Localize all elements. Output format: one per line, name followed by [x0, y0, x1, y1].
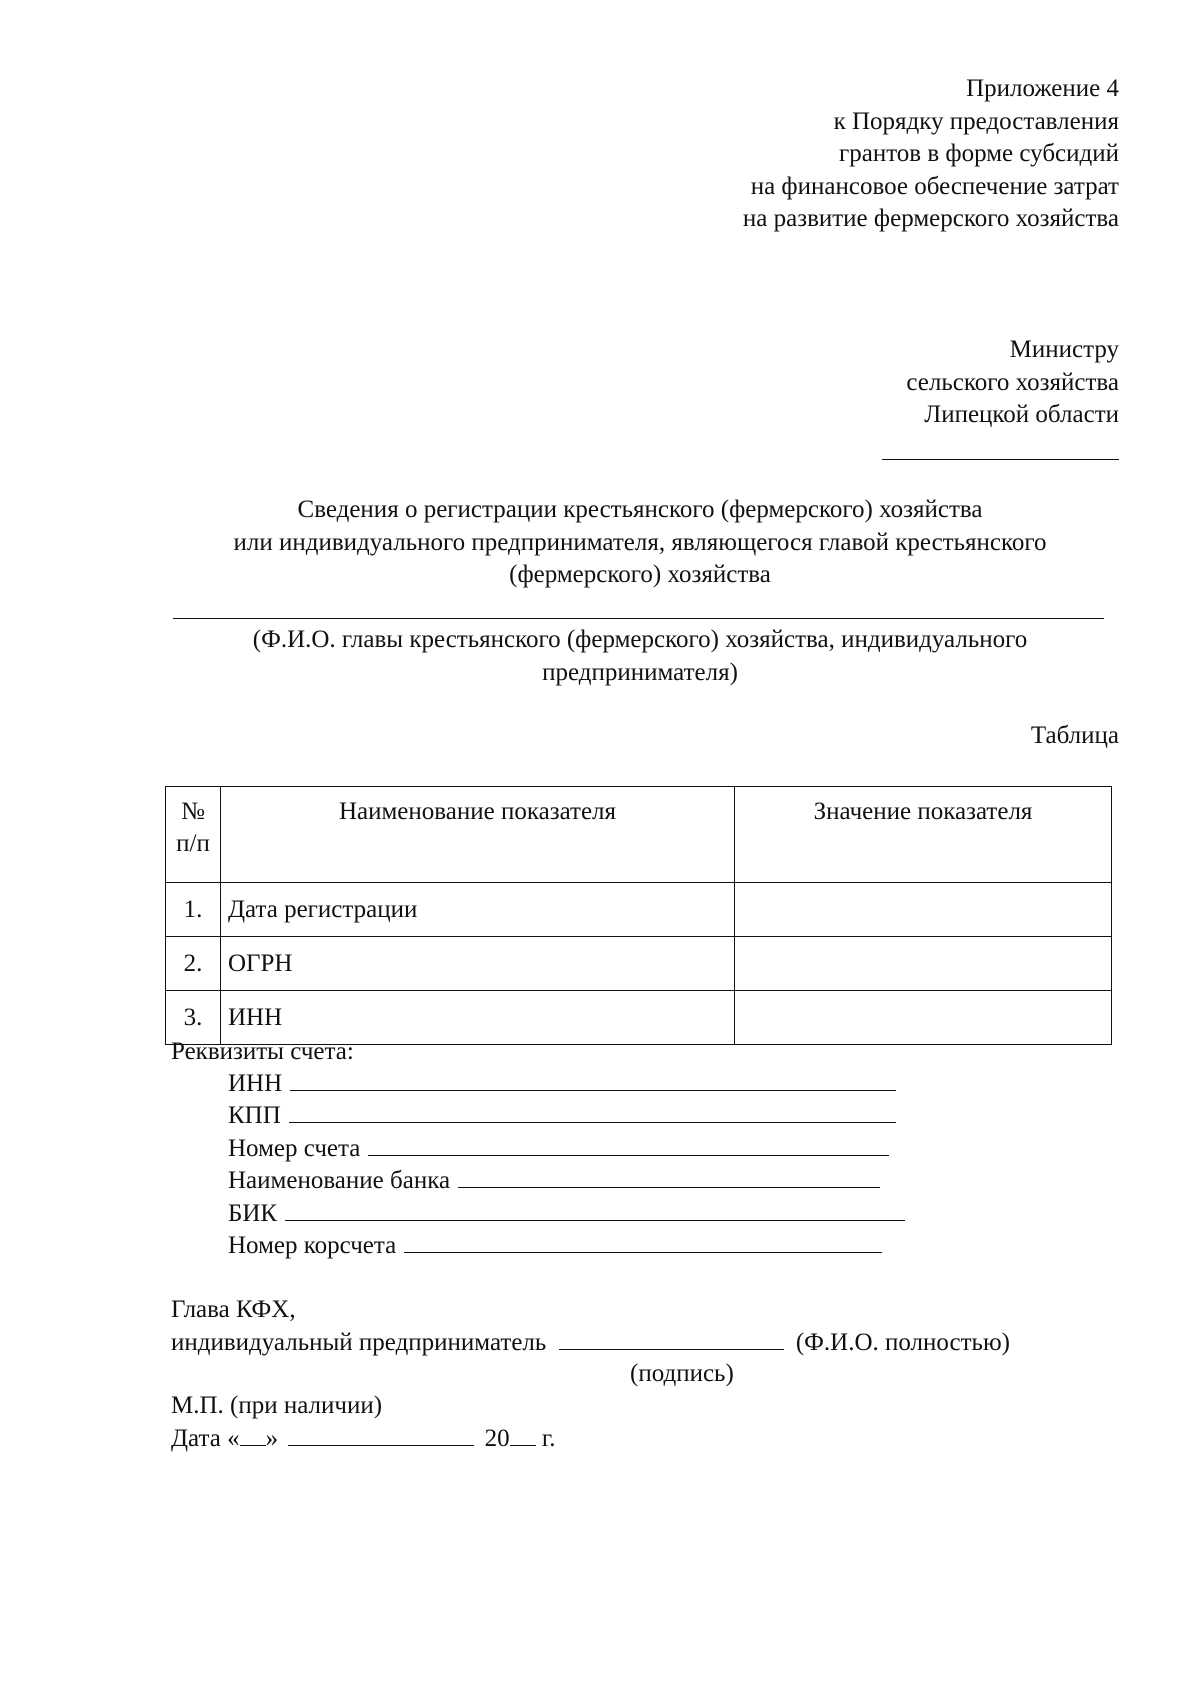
header-number-line: п/п: [176, 830, 210, 857]
fio-field[interactable]: [173, 618, 1104, 619]
date-day-field[interactable]: [240, 1423, 266, 1446]
addressee-name-field[interactable]: [882, 459, 1119, 460]
table-row: [166, 937, 1112, 991]
date-row: [171, 1423, 556, 1456]
requisite-label: Номер счета: [228, 1135, 361, 1162]
date-year-field[interactable]: [510, 1423, 536, 1446]
requisites-title: Реквизиты счета:: [171, 1038, 354, 1065]
requisite-corr-account-field[interactable]: [404, 1230, 882, 1253]
date-month-field[interactable]: [288, 1423, 474, 1446]
header-indicator-value: Значение показателя: [735, 787, 1112, 883]
header-number-line: №: [181, 798, 205, 825]
row-indicator-name: Дата регистрации: [221, 883, 735, 937]
requisite-label: ИНН: [228, 1070, 283, 1097]
fio-caption-line: предпринимателя): [542, 658, 738, 686]
requisite-bik-field[interactable]: [285, 1198, 905, 1221]
date-year-suffix: г.: [541, 1425, 556, 1452]
signature-block: [171, 1294, 1010, 1359]
header-number: [166, 787, 221, 883]
header-indicator-name: Наименование показателя: [221, 787, 735, 883]
annex-line: на финансовое обеспечение затрат: [750, 172, 1119, 200]
title-line: (фермерского) хозяйства: [509, 561, 771, 588]
fio-caption: [170, 624, 1110, 689]
signature-title: Глава КФХ,: [171, 1296, 296, 1323]
signature-fio-label: (Ф.И.О. полностью): [795, 1328, 1010, 1356]
requisite-bik: [228, 1198, 905, 1230]
date-label: Дата «: [171, 1425, 240, 1452]
requisite-bank: [228, 1165, 880, 1197]
requisite-kpp: [228, 1100, 896, 1132]
row-indicator-value[interactable]: [735, 937, 1112, 991]
row-indicator-value[interactable]: [735, 883, 1112, 937]
annex-line: на развитие фермерского хозяйства: [742, 205, 1119, 232]
addressee-block: [619, 334, 1119, 432]
signature-field[interactable]: [559, 1327, 784, 1350]
signature-row: [171, 1327, 1010, 1360]
annex-header: [419, 73, 1119, 236]
title-line: Сведения о регистрации крестьянского (фермерского) хозяйства: [297, 496, 983, 523]
requisite-bank-field[interactable]: [458, 1165, 880, 1188]
addressee-line: сельского хозяйства: [906, 368, 1119, 396]
requisite-label: Наименование банка: [228, 1167, 451, 1194]
requisite-inn: [228, 1068, 896, 1100]
table-header-row: [166, 787, 1112, 883]
signature-caption: (подпись): [630, 1360, 734, 1387]
addressee-line: Липецкой области: [924, 401, 1119, 428]
requisite-kpp-field[interactable]: [289, 1100, 896, 1123]
row-indicator-name: ИНН: [221, 991, 735, 1045]
stamp-note: М.П. (при наличии): [171, 1392, 383, 1419]
annex-line: Приложение 4: [966, 75, 1119, 102]
requisite-corr-account: [228, 1230, 882, 1262]
requisite-account-field[interactable]: [368, 1133, 889, 1156]
row-number: 1.: [166, 883, 221, 937]
requisite-label: БИК: [228, 1200, 278, 1227]
date-quote-close: »: [265, 1425, 279, 1452]
requisite-inn-field[interactable]: [290, 1068, 896, 1091]
document-title: [170, 494, 1110, 592]
row-indicator-name: ОГРН: [221, 937, 735, 991]
date-year-prefix: 20: [484, 1425, 510, 1452]
title-line: или индивидуального предпринимателя, являющегося главой крестьянского: [233, 528, 1047, 556]
annex-line: к Порядку предоставления: [833, 107, 1119, 135]
table-row: [166, 883, 1112, 937]
annex-line: грантов в форме субсидий: [838, 140, 1119, 167]
table-label: Таблица: [1030, 722, 1119, 749]
fio-caption-line: (Ф.И.О. главы крестьянского (фермерского) хозяйства, индивидуального: [252, 626, 1028, 653]
indicators-table: [165, 786, 1112, 1045]
row-indicator-value[interactable]: [735, 991, 1112, 1045]
row-number: 3.: [166, 991, 221, 1045]
addressee-line: Министру: [1009, 336, 1119, 363]
requisite-label: КПП: [228, 1102, 281, 1129]
requisite-label: Номер корсчета: [228, 1232, 397, 1259]
requisite-account: [228, 1133, 889, 1165]
row-number: 2.: [166, 937, 221, 991]
signature-label: индивидуальный предприниматель: [171, 1328, 547, 1356]
